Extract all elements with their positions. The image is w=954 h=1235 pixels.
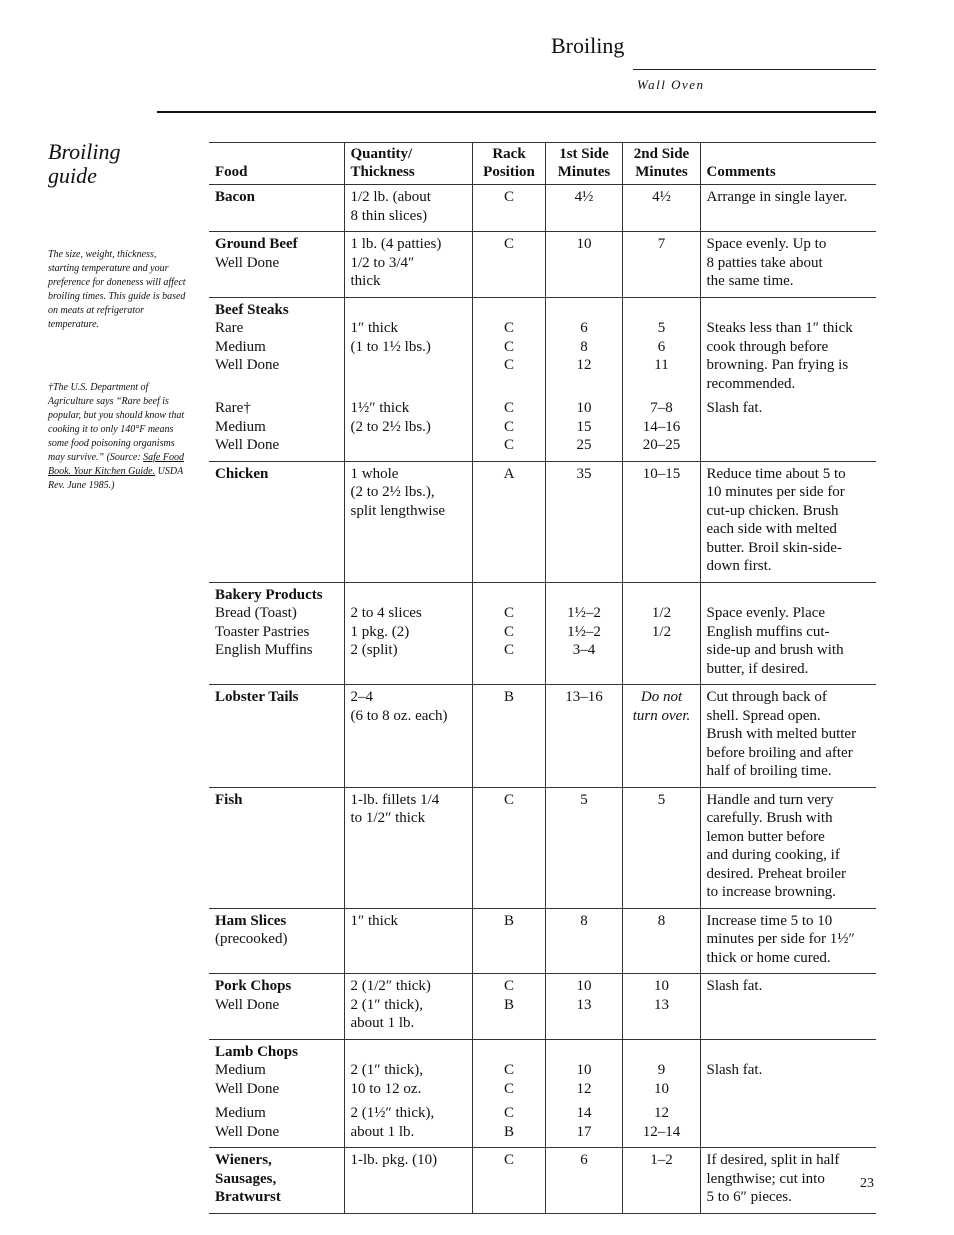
quantity-cell: 1/2 lb. (about 8 thin slices) <box>344 185 472 232</box>
food-cell: Bakery Products Bread (Toast) Toaster Pastries English Muffins <box>209 582 344 685</box>
comments-cell: Space evenly. Place English muffins cut- side-up and brush with butter, if desired. <box>700 582 876 685</box>
food-cell: Fish <box>209 787 344 908</box>
second-side-cell: 4½ <box>622 185 700 232</box>
col-header-second-side: 2nd Side Minutes <box>622 143 700 185</box>
table-row-chicken <box>209 461 876 582</box>
food-cell: Lobster Tails <box>209 685 344 788</box>
comments-cell: Space evenly. Up to 8 patties take about the same time. <box>700 232 876 298</box>
food-cell: Wieners, Sausages, Bratwurst <box>209 1148 344 1214</box>
food-cell: Bacon <box>209 185 344 232</box>
second-side-cell: 8 <box>622 908 700 974</box>
table-row-beef-steaks <box>209 297 876 461</box>
section-title-line2: guide <box>48 163 97 188</box>
first-side-cell: 6 8 12 10 15 25 <box>545 297 622 461</box>
col-header-quantity: Quantity/ Thickness <box>344 143 472 185</box>
table-row-lobster-tails <box>209 685 876 788</box>
rack-cell: C C C <box>472 582 545 685</box>
comments-cell: If desired, split in half lengthwise; cut into 5 to 6″ pieces. <box>700 1148 876 1214</box>
usda-note-suffix: USDA Rev. June 1985.) <box>48 466 183 491</box>
second-side-cell: 1–2 <box>622 1148 700 1214</box>
rack-cell: C <box>472 787 545 908</box>
table-row-fish <box>209 787 876 908</box>
quantity-cell: 2 (1/2″ thick) 2 (1″ thick), about 1 lb. <box>344 974 472 1040</box>
quantity-cell: 1 lb. (4 patties) 1/2 to 3/4″ thick <box>344 232 472 298</box>
col-header-food: Food <box>209 143 344 185</box>
comments-cell: Slash fat. <box>700 1039 876 1148</box>
first-side-cell: 13–16 <box>545 685 622 788</box>
quantity-cell: 1″ thick <box>344 908 472 974</box>
quantity-cell: 2–4 (6 to 8 oz. each) <box>344 685 472 788</box>
quantity-cell: 2 to 4 slices 1 pkg. (2) 2 (split) <box>344 582 472 685</box>
table-row-bakery-products <box>209 582 876 685</box>
section-rule <box>157 111 876 113</box>
second-side-cell: 9 10 12 12–14 <box>622 1039 700 1148</box>
first-side-cell: 1½–2 1½–2 3–4 <box>545 582 622 685</box>
second-side-cell: Do not turn over. <box>622 685 700 788</box>
sidebar-note-doneness: The size, weight, thickness, starting temperature and your preference for doneness will affect broiling times. This guide is based on meats at refrigerator temperature. <box>48 249 186 330</box>
food-cell: Lamb Chops Medium Well Done Medium Well Done <box>209 1039 344 1148</box>
page-header-subtitle: Wall Oven <box>637 77 705 92</box>
second-side-cell: 10–15 <box>622 461 700 582</box>
quantity-cell: 1 whole (2 to 2½ lbs.), split lengthwise <box>344 461 472 582</box>
page-number: 23 <box>860 1176 874 1191</box>
food-cell: Ground Beef Well Done <box>209 232 344 298</box>
usda-note-source: Safe Food Book. Your Kitchen Guide. <box>48 452 184 477</box>
second-side-cell: 5 6 11 7–8 14–16 20–25 <box>622 297 700 461</box>
section-title <box>48 140 121 188</box>
comments-cell: Arrange in single layer. <box>700 185 876 232</box>
table-row-pork-chops <box>209 974 876 1040</box>
food-cell: Chicken <box>209 461 344 582</box>
food-cell: Pork Chops Well Done <box>209 974 344 1040</box>
first-side-cell: 6 <box>545 1148 622 1214</box>
usda-note-prefix: †The U.S. Department of Agriculture says “Rare beef is popular, but you should know that cooking it to only 140°F means some food poisoning organisms may survive.” (Source: <box>48 382 185 463</box>
section-title-line1: Broiling <box>48 139 121 164</box>
col-header-rack: Rack Position <box>472 143 545 185</box>
rack-cell: A <box>472 461 545 582</box>
first-side-cell: 10 <box>545 232 622 298</box>
comments-cell: Increase time 5 to 10 minutes per side for 1½″ thick or home cured. <box>700 908 876 974</box>
table-row-lamb-chops <box>209 1039 876 1148</box>
comments-cell: Steaks less than 1″ thick cook through before browning. Pan frying is recommended. Slash fat. <box>700 297 876 461</box>
comments-cell: Reduce time about 5 to 10 minutes per side for cut-up chicken. Brush each side with melted butter. Broil skin-side- down first. <box>700 461 876 582</box>
comments-cell: Handle and turn very carefully. Brush with lemon butter before and during cooking, if desired. Preheat broiler to increase browning. <box>700 787 876 908</box>
rack-cell: C B <box>472 974 545 1040</box>
table-row-bacon <box>209 185 876 232</box>
rack-cell: C <box>472 185 545 232</box>
second-side-cell: 7 <box>622 232 700 298</box>
rack-cell: C <box>472 232 545 298</box>
col-header-comments: Comments <box>700 143 876 185</box>
sidebar-note-usda <box>48 381 188 493</box>
rack-cell: C C C B <box>472 1039 545 1148</box>
header-rule <box>633 69 876 70</box>
first-side-cell: 8 <box>545 908 622 974</box>
first-side-cell: 5 <box>545 787 622 908</box>
table-row-wieners <box>209 1148 876 1214</box>
rack-cell: C <box>472 1148 545 1214</box>
first-side-cell: 4½ <box>545 185 622 232</box>
comments-cell: Cut through back of shell. Spread open. Brush with melted butter before broiling and after half of broiling time. <box>700 685 876 788</box>
table-row-ground-beef <box>209 232 876 298</box>
first-side-cell: 10 12 14 17 <box>545 1039 622 1148</box>
table-row-ham-slices <box>209 908 876 974</box>
page-header-title: Broiling <box>551 33 625 58</box>
table-header-row <box>209 143 876 185</box>
second-side-cell: 10 13 <box>622 974 700 1040</box>
comments-cell: Slash fat. <box>700 974 876 1040</box>
first-side-cell: 10 13 <box>545 974 622 1040</box>
rack-cell: B <box>472 685 545 788</box>
second-side-cell: 5 <box>622 787 700 908</box>
quantity-cell: 1-lb. pkg. (10) <box>344 1148 472 1214</box>
second-side-cell: 1/2 1/2 <box>622 582 700 685</box>
quantity-cell: 2 (1″ thick), 10 to 12 oz. 2 (1½″ thick), about 1 lb. <box>344 1039 472 1148</box>
col-header-first-side: 1st Side Minutes <box>545 143 622 185</box>
food-cell: Ham Slices (precooked) <box>209 908 344 974</box>
broiling-guide-table <box>209 142 876 1214</box>
rack-cell: C C C C C C <box>472 297 545 461</box>
quantity-cell: 1-lb. fillets 1/4 to 1/2″ thick <box>344 787 472 908</box>
rack-cell: B <box>472 908 545 974</box>
quantity-cell: 1″ thick (1 to 1½ lbs.) 1½″ thick (2 to 2½ lbs.) <box>344 297 472 461</box>
first-side-cell: 35 <box>545 461 622 582</box>
food-cell: Beef Steaks Rare Medium Well Done Rare† Medium Well Done <box>209 297 344 461</box>
